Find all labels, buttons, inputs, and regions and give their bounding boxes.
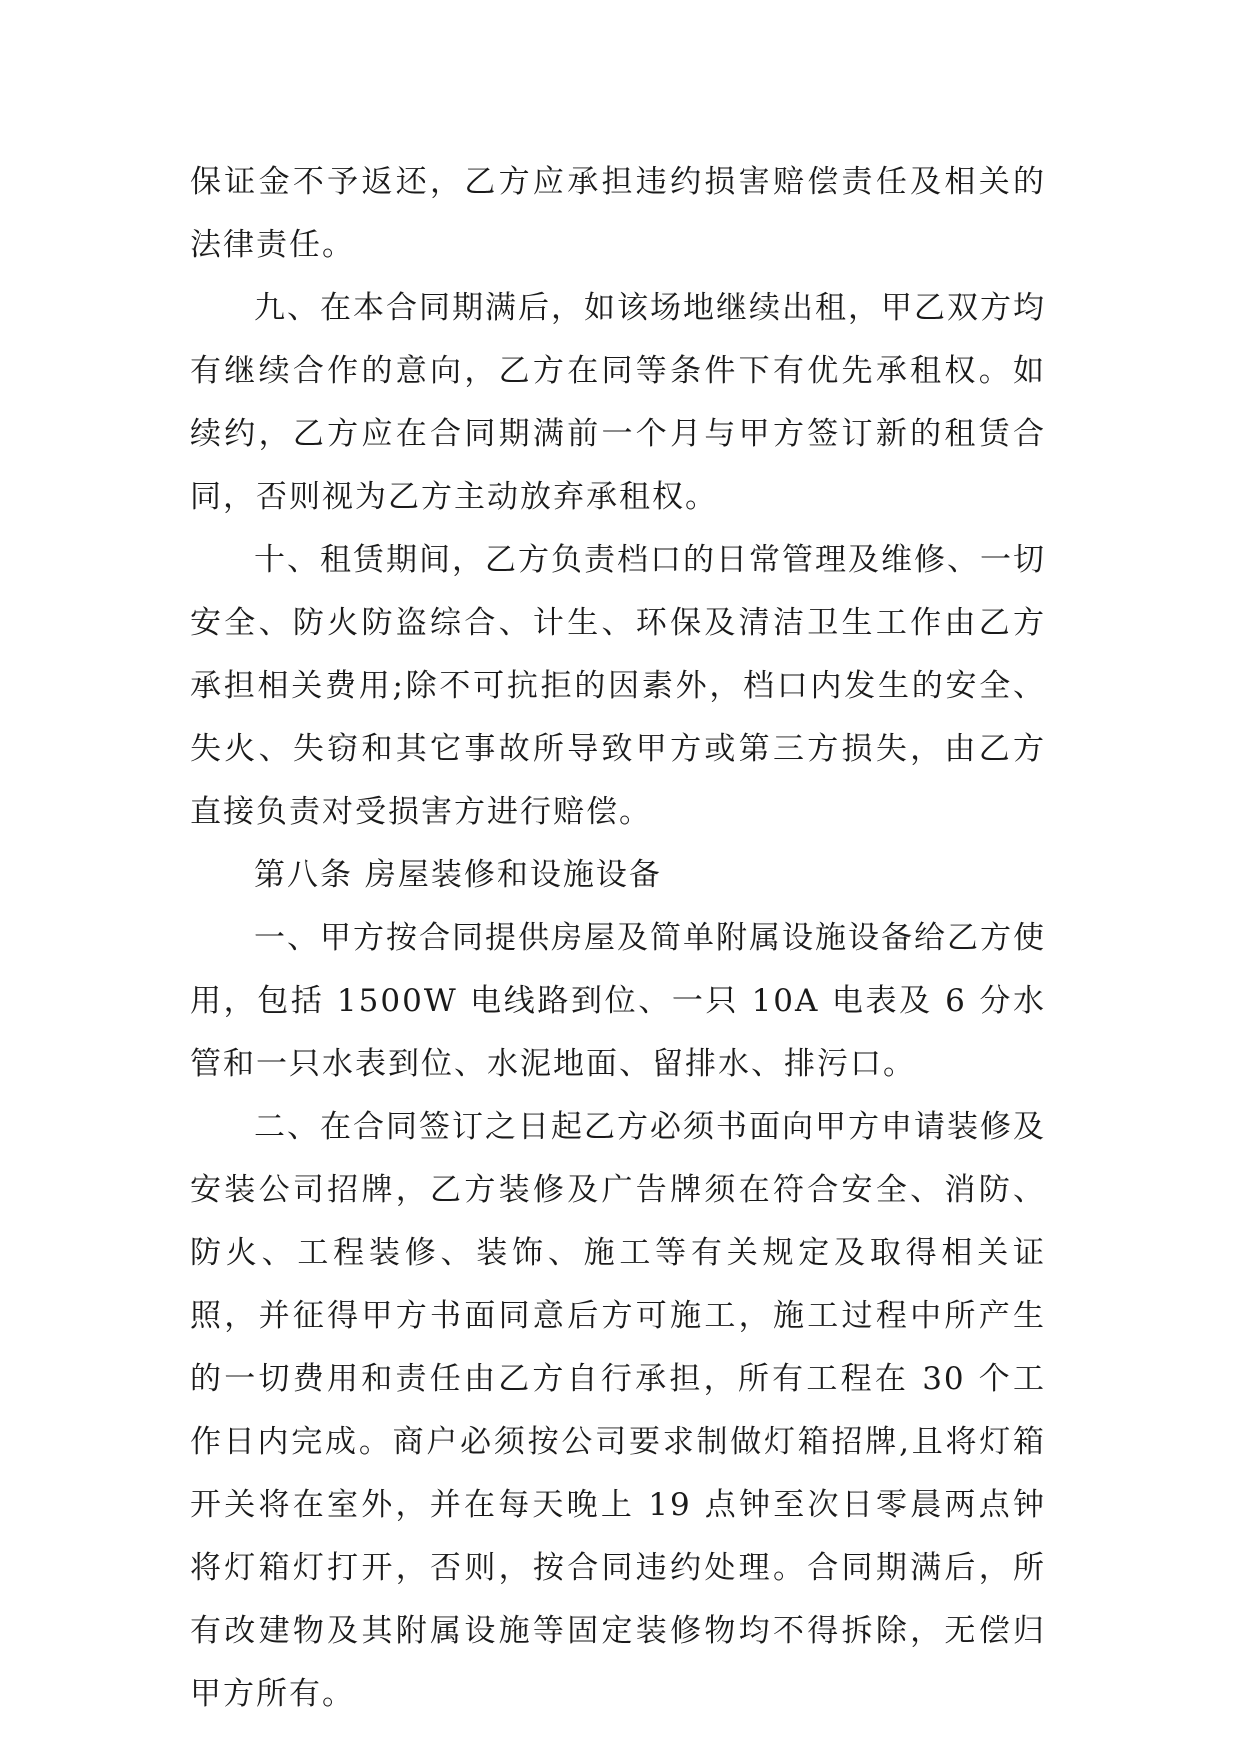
paragraph-item-2: 二、在合同签订之日起乙方必须书面向甲方申请装修及安装公司招牌，乙方装修及广告牌须在符合安全、消防、防火、工程装修、装饰、施工等有关规定及取得相关证照，并征得甲方书面同意后方可施工，施工过程中所产生的一切费用和责任由乙方自行承担，所有工程在 30 个工作日内完成。商户必须按公司要求制做灯箱招牌,且将灯箱开关将在室外，并在每天晚上 19 点钟至次日零晨两点钟将灯箱灯打开，否则，按合同违约处理。合同期满后，所有改建物及其附属设施等固定装修物均不得拆除，无偿归甲方所有。 xyxy=(190,1109,1046,1712)
document-page xyxy=(190,151,1046,1726)
paragraph-clause-10: 十、租赁期间，乙方负责档口的日常管理及维修、一切安全、防火防盗综合、计生、环保及清洁卫生工作由乙方承担相关费用;除不可抗拒的因素外，档口内发生的安全、失火、失窃和其它事故所导致甲方或第三方损失，由乙方直接负责对受损害方进行赔偿。 xyxy=(190,542,1046,830)
section-heading-article-8: 第八条 房屋装修和设施设备 xyxy=(254,857,662,893)
paragraph-item-1: 一、甲方按合同提供房屋及简单附属设施设备给乙方使用，包括 1500W 电线路到位、一只 10A 电表及 6 分水管和一只水表到位、水泥地面、留排水、排污口。 xyxy=(190,920,1046,1082)
paragraph-continuation: 保证金不予返还，乙方应承担违约损害赔偿责任及相关的法律责任。 xyxy=(190,164,1046,263)
paragraph-clause-9: 九、在本合同期满后，如该场地继续出租，甲乙双方均有继续合作的意向，乙方在同等条件下有优先承租权。如续约，乙方应在合同期满前一个月与甲方签订新的租赁合同，否则视为乙方主动放弃承租权。 xyxy=(190,290,1046,515)
